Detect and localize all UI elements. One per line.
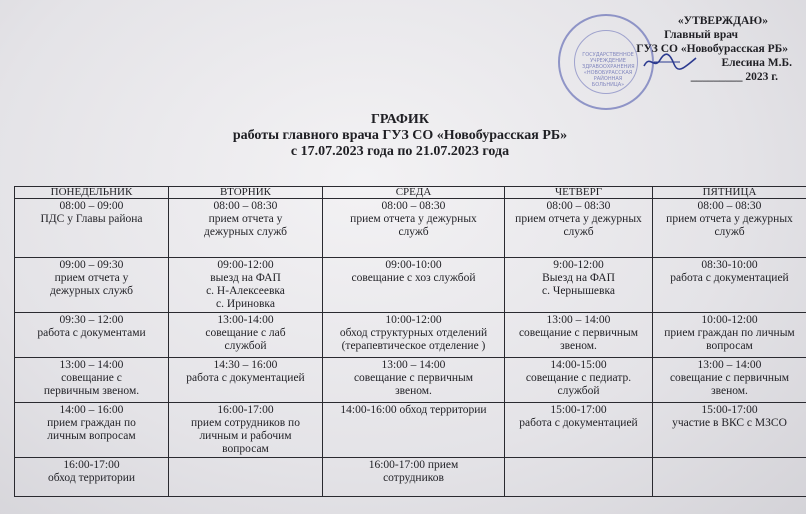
cell-activity-line: личным вопросам (47, 430, 136, 442)
cell-time-line: 08:00 – 09:00 (59, 200, 124, 212)
schedule-cell-thursday (505, 403, 653, 458)
cell-activity-line: обход структурных отделений (339, 327, 488, 339)
cell-activity-line: обход территории (47, 472, 136, 484)
cell-time-line: 09:30 – 12:00 (59, 314, 124, 326)
schedule-cell-monday (15, 458, 169, 497)
cell-time-line: 08:00 – 08:30 (381, 200, 446, 212)
cell-activity-line: дежурных служб (50, 285, 133, 297)
cell-activity-line: первичным звеном. (43, 385, 140, 397)
approval-line-approve: «УТВЕРЖДАЮ» (677, 15, 768, 27)
table-row (15, 199, 806, 258)
approval-line-date: _________ 2023 г. (690, 71, 778, 83)
cell-activity-line: звеном. (395, 385, 432, 397)
schedule-cell-monday (15, 258, 169, 313)
cell-time-line: 14:00-16:00 обход территории (340, 404, 487, 416)
table-header-row (15, 187, 806, 199)
schedule-cell-friday (653, 358, 806, 403)
table-row (15, 358, 806, 403)
cell-activity-line: сотрудников (383, 472, 444, 484)
cell-time-line: 16:00-17:00 (63, 459, 120, 471)
cell-time-line: 13:00 – 14:00 (59, 359, 124, 371)
cell-activity-line: вопросам (222, 443, 269, 455)
table-row (15, 258, 806, 313)
cell-time-line: 10:00-12:00 (385, 314, 442, 326)
cell-time-line: 16:00-17:00 прием (368, 459, 459, 471)
cell-activity-line: прием сотрудников по (191, 417, 300, 429)
cell-activity-line: работа с документацией (519, 417, 638, 429)
cell-activity-line: прием граждан по личным (664, 327, 795, 339)
schedule-cell-wednesday (323, 313, 505, 358)
cell-activity-line: прием отчета у (208, 213, 283, 225)
cell-activity-line: совещание с лаб (205, 327, 286, 339)
cell-time-line: 08:00 – 08:30 (546, 200, 611, 212)
cell-activity-line: звеном. (711, 385, 748, 397)
cell-time-line: 15:00-17:00 (550, 404, 607, 416)
cell-activity-line: с. Чернышевка (542, 285, 615, 297)
approval-line-name: Елесина М.Б. (721, 57, 792, 69)
cell-time-line: 16:00-17:00 (217, 404, 274, 416)
cell-activity-line: работа с документами (37, 327, 146, 339)
cell-activity-line: служб (714, 226, 745, 238)
cell-activity-line: служб (563, 226, 594, 238)
header-thursday: ЧЕТВЕРГ (505, 187, 653, 199)
cell-time-line: 13:00 – 14:00 (697, 359, 762, 371)
cell-activity-line: служб (398, 226, 429, 238)
schedule-cell-friday (653, 458, 806, 497)
cell-activity-line: совещание с хоз службой (351, 272, 476, 284)
cell-activity-line: прием граждан по (47, 417, 136, 429)
cell-time-line: 08:00 – 08:30 (213, 200, 278, 212)
schedule-cell-tuesday (169, 403, 323, 458)
cell-activity-line: вопросам (706, 340, 753, 352)
approval-line-organization: ГУЗ СО «Новобурасская РБ» (636, 43, 788, 55)
schedule-cell-thursday (505, 199, 653, 258)
cell-activity-line: выезд на ФАП (210, 272, 281, 284)
approval-line-position: Главный врач (664, 29, 738, 41)
cell-activity-line: совещание с (61, 372, 122, 384)
cell-activity-line: ПДС у Главы района (40, 213, 143, 225)
cell-activity-line: работа с документацией (186, 372, 305, 384)
table-row (15, 403, 806, 458)
cell-time-line: 09:00-12:00 (217, 259, 274, 271)
schedule-cell-monday (15, 313, 169, 358)
cell-activity-line: прием отчета у дежурных (350, 213, 477, 225)
schedule-cell-wednesday (323, 403, 505, 458)
cell-activity-line: дежурных служб (204, 226, 287, 238)
schedule-cell-tuesday (169, 199, 323, 258)
cell-activity-line: работа с документацией (670, 272, 789, 284)
header-wednesday: СРЕДА (323, 187, 505, 199)
title-period: с 17.07.2023 года по 21.07.2023 года (290, 144, 510, 159)
cell-activity-line: личным и рабочим (199, 430, 292, 442)
cell-time-line: 09:00 – 09:30 (59, 259, 124, 271)
title-subject: работы главного врача ГУЗ СО «Новобурасская РБ» (232, 128, 568, 143)
header-monday: ПОНЕДЕЛЬНИК (15, 187, 169, 199)
schedule-cell-monday (15, 199, 169, 258)
cell-activity-line: прием отчета у дежурных (515, 213, 642, 225)
schedule-cell-wednesday (323, 358, 505, 403)
cell-activity-line: Выезд на ФАП (542, 272, 615, 284)
cell-time-line: 13:00-14:00 (217, 314, 274, 326)
cell-activity-line: звеном. (560, 340, 597, 352)
seal-text: ГОСУДАРСТВЕННОЕ УЧРЕЖДЕНИЕ ЗДРАВООХРАНЕНИЯ «НОВОБУРАССКАЯ РАЙОННАЯ БОЛЬНИЦА» (582, 52, 635, 88)
cell-activity-line: совещание с первичным (518, 327, 639, 339)
approval-block (598, 14, 798, 84)
cell-activity-line: участие в ВКС с МЗСО (672, 417, 787, 429)
cell-activity-line: прием отчета у дежурных (666, 213, 793, 225)
cell-time-line: 14:00 – 16:00 (59, 404, 124, 416)
table-row (15, 313, 806, 358)
cell-time-line: 9:00-12:00 (553, 259, 604, 271)
cell-time-line: 09:00-10:00 (385, 259, 442, 271)
cell-activity-line: совещание с педиатр. (525, 372, 632, 384)
cell-time-line: 13:00 – 14:00 (381, 359, 446, 371)
title-heading: ГРАФИК (371, 112, 429, 127)
schedule-table (14, 186, 806, 497)
schedule-cell-tuesday (169, 458, 323, 497)
cell-time-line: 13:00 – 14:00 (546, 314, 611, 326)
schedule-cell-tuesday (169, 313, 323, 358)
schedule-cell-friday (653, 258, 806, 313)
schedule-cell-tuesday (169, 258, 323, 313)
cell-time-line: 14:00-15:00 (550, 359, 607, 371)
cell-activity-line: с. Ириновка (216, 298, 275, 310)
cell-activity-line: службой (557, 385, 600, 397)
schedule-cell-wednesday (323, 258, 505, 313)
header-friday: ПЯТНИЦА (653, 187, 806, 199)
cell-activity-line: с. Н-Алексеевка (206, 285, 285, 297)
schedule-cell-thursday (505, 258, 653, 313)
cell-activity-line: совещание с первичным (669, 372, 790, 384)
schedule-cell-friday (653, 199, 806, 258)
cell-activity-line: (терапевтическое отделение ) (341, 340, 486, 352)
schedule-cell-friday (653, 403, 806, 458)
document-title (160, 112, 640, 160)
schedule-cell-friday (653, 313, 806, 358)
schedule-cell-monday (15, 358, 169, 403)
header-tuesday: ВТОРНИК (169, 187, 323, 199)
cell-activity-line: службой (224, 340, 267, 352)
schedule-cell-thursday (505, 313, 653, 358)
schedule-cell-monday (15, 403, 169, 458)
schedule-cell-thursday (505, 358, 653, 403)
cell-activity-line: прием отчета у (54, 272, 129, 284)
schedule-cell-thursday (505, 458, 653, 497)
table-row (15, 458, 806, 497)
cell-time-line: 08:30-10:00 (701, 259, 758, 271)
schedule-cell-wednesday (323, 199, 505, 258)
schedule-cell-wednesday (323, 458, 505, 497)
cell-time-line: 08:00 – 08:30 (697, 200, 762, 212)
cell-time-line: 15:00-17:00 (701, 404, 758, 416)
cell-time-line: 14:30 – 16:00 (213, 359, 278, 371)
cell-activity-line: совещание с первичным (353, 372, 474, 384)
schedule-cell-tuesday (169, 358, 323, 403)
cell-time-line: 10:00-12:00 (701, 314, 758, 326)
